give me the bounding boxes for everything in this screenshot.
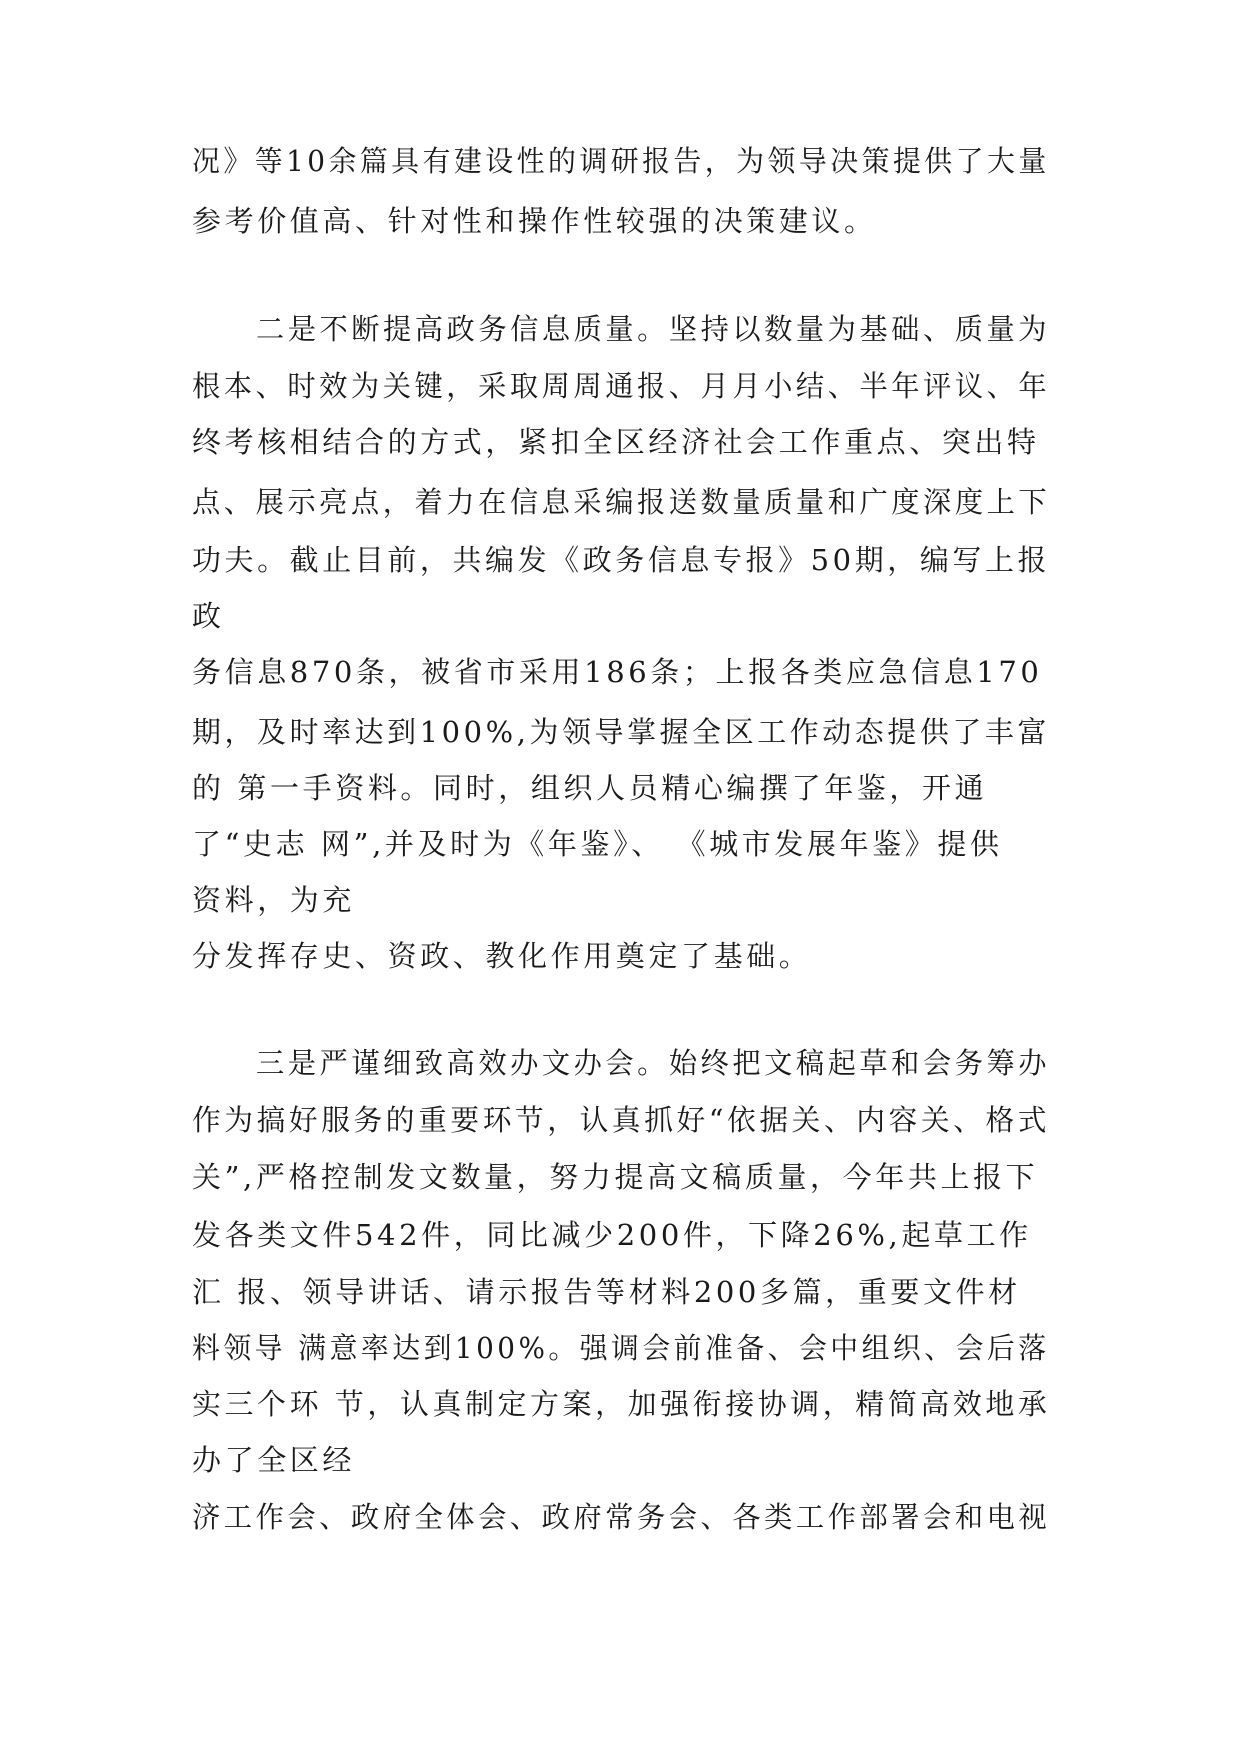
text-line: 发各类文件542件，同比减少200件，下降26%,起草工作 [192,1218,1032,1252]
text-line: 点、展示亮点，着力在信息采编报送数量质量和广度深度上下 [192,485,1051,519]
text-line: 汇 报、领导讲话、请示报告等材料200多篇，重要文件材 [192,1275,1021,1309]
text-line: 终考核相结合的方式，紧扣全区经济社会工作重点、突出特 [192,425,1040,459]
text-line: 实三个环 节，认真制定方案，加强衔接协调，精简高效地承 [192,1387,1051,1421]
text-line: 办了全区经 [192,1443,356,1477]
text-line: 料领导 满意率达到100%。强调会前准备、会中组织、会后落 [192,1331,1050,1365]
text-line: 关”,严格控制发文数量，努力提高文稿质量，今年共上报下 [192,1160,1039,1194]
text-line: 作为搞好服务的重要环节，认真抓好“依据关、内容关、格式 [192,1103,1051,1137]
text-line: 功夫。截止目前，共编发《政务信息专报》50期，编写上报 [192,543,1051,577]
text-line: 况》等10余篇具有建设性的调研报告，为领导决策提供了大量 [192,144,1050,178]
paragraph-start-line: 三是严谨细致高效办文办会。始终把文稿起草和会务筹办 [256,1046,1050,1080]
text-line: 根本、时效为关键，采取周周通报、月月小结、半年评议、年 [192,369,1051,403]
text-line: 政 [192,599,225,633]
paragraph-start-line: 二是不断提高政务信息质量。坚持以数量为基础、质量为 [256,312,1050,346]
text-line: 资料，为充 [192,883,356,917]
text-line: 期，及时率达到100%,为领导掌握全区工作动态提供了丰富 [192,715,1050,749]
text-line: 务信息870条，被省市采用186条；上报各类应急信息170 [192,655,1043,689]
text-line: 参考价值高、针对性和操作性较强的决策建议。 [192,204,877,238]
text-line: 分发挥存史、资政、教化作用奠定了基础。 [192,939,812,973]
text-line: 的 第一手资料。同时，组织人员精心编撰了年鉴，开通 [192,771,988,805]
text-line: 济工作会、政府全体会、政府常务会、各类工作部署会和电视 [192,1500,1051,1534]
text-line: 了“史志 网”,并及时为《年鉴》、 《城市发展年鉴》提供 [192,827,1003,861]
